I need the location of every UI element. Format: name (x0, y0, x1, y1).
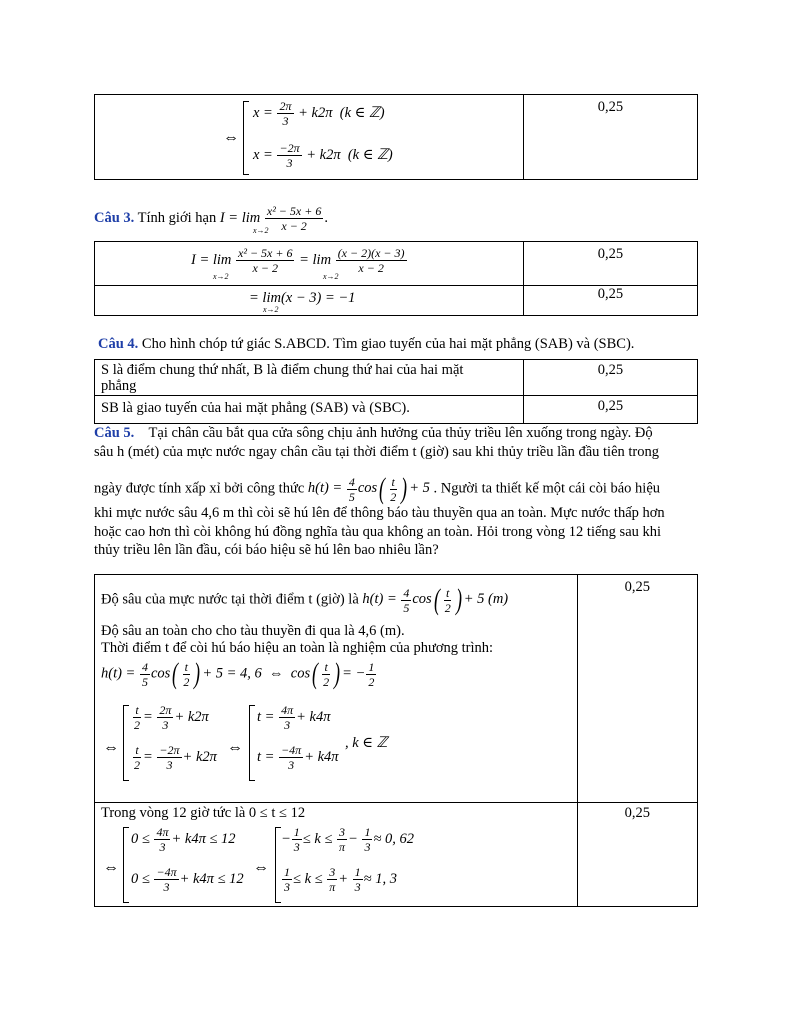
q5-step-3: Thời điểm t để còi hú báo hiệu an toàn là nghiệm của phương trình: (101, 640, 494, 656)
denominator: π (329, 880, 336, 894)
denominator: 3 (293, 840, 300, 854)
system-2-line-1: t = $\frac{4\pi}{3}$ + k4π (257, 703, 331, 732)
q4-step-1: S là điểm chung thứ nhất, B là điểm chung thứ hai của hai mặt (101, 362, 464, 378)
q5-step-6: Trong vòng 12 giờ tức là 0 ≤ t ≤ 12 (101, 805, 306, 821)
score: 0,25 (597, 398, 624, 414)
equivalence-symbol: ⇔ (227, 739, 243, 756)
denominator: 2 (444, 600, 451, 615)
lhs: I = lim (191, 251, 232, 268)
numerator: −2π (159, 743, 180, 757)
question-text: Tính giới hạn (137, 209, 217, 226)
paragraph-line: Tại chân cầu bắt qua cửa sông chịu ảnh hưởng của thủy triều lên xuống trong ngày. Độ (148, 425, 653, 441)
fraction (132, 743, 142, 772)
fraction (157, 743, 181, 772)
denominator: x − 2 (281, 219, 307, 233)
system-4-line-1: − $\frac{1}{3}$ ≤ k ≤ $\frac{3}{\pi}$ − $\frac{1}{3}$ ≈ 0, 62 (281, 825, 415, 854)
paren-left: ( (172, 657, 179, 690)
question-label: Câu 3. (94, 209, 135, 226)
fraction (292, 825, 302, 854)
equivalence-symbol: ⇔ (103, 859, 119, 876)
limit-subscript: x→2 (253, 226, 269, 235)
denominator: π (339, 840, 346, 854)
fraction (157, 703, 173, 732)
fraction (353, 865, 363, 894)
q3-row-1 (95, 242, 524, 286)
system-bracket (243, 101, 249, 175)
denominator: 3 (166, 758, 173, 772)
numerator: (x − 2)(x − 3) (337, 246, 405, 260)
denominator: 3 (282, 114, 289, 128)
denominator: 3 (354, 880, 361, 894)
integer-condition: , k ∈ ℤ (345, 735, 388, 751)
numerator: 4 (403, 585, 410, 600)
question-3-table (94, 241, 698, 316)
q5-step-4: h(t) = $\frac{4}{5}$ cos( $\frac{t}{2}$ ) + 5 = 4, 6 ⇔ cos( $\frac{t}{2}$ ) = − $\frac{1}{2}$ (101, 657, 375, 690)
score-cell (523, 242, 697, 286)
numerator: 1 (354, 865, 361, 879)
fraction (321, 660, 331, 689)
numerator: 4π (156, 825, 169, 839)
system-4-line-2: $\frac{1}{3}$ ≤ k ≤ $\frac{3}{\pi}$ + $\frac{1}{3}$ ≈ 1, 3 (284, 865, 398, 894)
paragraph-line: . Người ta thiết kế một cái còi báo hiệu (433, 480, 661, 497)
term: + k2π (306, 146, 341, 163)
paren-right: ) (455, 583, 462, 616)
solution-line-2 (253, 141, 393, 170)
fraction (181, 660, 191, 689)
denominator: 3 (364, 840, 371, 854)
denominator: 2 (323, 674, 330, 689)
fraction (443, 586, 453, 615)
denominator: 3 (286, 156, 293, 170)
numerator: 1 (293, 825, 300, 839)
fraction (388, 475, 398, 504)
numerator: x² − 5x + 6 (238, 246, 293, 260)
numerator: x² − 5x + 6 (266, 204, 322, 218)
numerator: 4 (141, 659, 148, 674)
denominator: 2 (368, 674, 375, 689)
period: . (324, 209, 328, 226)
question-text: Cho hình chóp tứ giác S.ABCD. Tìm giao tuyến của hai mặt phẳng (SAB) và (SBC). (141, 336, 635, 352)
question-5-line-5: hoặc cao hơn thì còi không hú đồng nghĩa tàu qua không an toàn. Hỏi trong vòng 12 tiếng sau khi (94, 524, 662, 540)
formula-lhs: I = lim (219, 209, 261, 226)
score: 0,25 (624, 805, 650, 821)
q5-step-1 (101, 585, 508, 615)
numerator: 2π (279, 99, 292, 113)
question-5-line-4: khi mực nước sâu 4,6 m thì còi sẽ hú lên để thông báo tàu thuyền qua an toàn. Mực nước thấp hơn (94, 505, 665, 521)
denominator: 3 (284, 880, 290, 894)
fraction (401, 586, 411, 615)
numerator: 4π (281, 703, 294, 717)
score: 0,25 (597, 246, 624, 262)
denominator: 3 (288, 758, 295, 772)
fraction (154, 825, 170, 854)
question-5-line-6: thủy triều lên lần đầu, cói báo hiệu sẽ hú lên bao nhiêu lần? (94, 542, 439, 558)
question-5-table (94, 574, 698, 907)
numerator: 1 (368, 659, 375, 674)
q4-row-2 (95, 396, 524, 424)
denominator: 5 (141, 674, 148, 689)
q4-row-1 (95, 360, 524, 396)
question-5-line-2: sâu h (mét) của mực nước ngay chân cầu tại thời điểm t (giờ) sau khi thủy triều lần đầu tiên trong (94, 444, 659, 460)
score: 0,25 (597, 286, 624, 302)
equivalence-symbol: ⇔ (223, 129, 239, 146)
fraction (140, 660, 150, 689)
top-solution-table (94, 94, 698, 180)
equivalence-symbol: ⇔ (253, 859, 269, 876)
text: Độ sâu của mực nước tại thời điểm t (giờ) là (101, 591, 359, 608)
numerator: t (446, 585, 450, 600)
paren-right: ) (334, 657, 341, 690)
condition: (k ∈ ℤ) (347, 146, 393, 163)
paren-left: ( (312, 657, 319, 690)
system-bracket (123, 705, 129, 781)
score-cell (577, 803, 697, 907)
denominator: 2 (183, 674, 190, 689)
condition: (k ∈ ℤ) (339, 104, 385, 121)
question-3 (94, 204, 328, 233)
system-bracket (249, 705, 255, 781)
denominator: 2 (134, 758, 140, 772)
denominator: 5 (403, 600, 410, 615)
denominator: 3 (159, 840, 166, 854)
q5-row-2 (95, 803, 578, 907)
fraction-1 (236, 246, 294, 275)
score-cell (577, 575, 697, 803)
fraction (337, 825, 347, 854)
numerator: 3 (339, 825, 346, 839)
fraction (362, 825, 372, 854)
numerator: 2π (159, 703, 172, 717)
numerator: t (135, 703, 139, 717)
limit-subscript-1: x→2 (213, 272, 229, 281)
paren-left: ( (433, 583, 440, 616)
fraction (277, 141, 301, 170)
fraction (279, 703, 295, 732)
score: 0,25 (597, 362, 624, 378)
score-cell (523, 286, 697, 316)
system-bracket (123, 827, 129, 903)
score: 0,25 (597, 99, 624, 115)
term: + k2π (298, 104, 333, 121)
score-cell (523, 95, 697, 180)
numerator: t (391, 474, 395, 489)
tide-formula: h(t) = $\frac{4}{5}$ cos( $\frac{t}{2}$ ) + 5 (307, 472, 430, 505)
fraction (327, 865, 337, 894)
q3-expression-2: = lim(x − 3) = −1 (249, 290, 356, 306)
question-5-line-3 (94, 474, 660, 504)
numerator: 4 (348, 474, 355, 489)
system-2-line-2: t = $\frac{-4\pi}{3}$ + k4π (257, 743, 339, 772)
q3-row-2 (95, 286, 524, 316)
numerator: 1 (364, 825, 371, 839)
numerator: t (324, 659, 328, 674)
system-3-line-1: 0 ≤ $\frac{4\pi}{3}$ + k4π ≤ 12 (131, 825, 236, 854)
lhs: x = (253, 146, 273, 163)
denominator: x − 2 (252, 261, 278, 275)
denominator: 2 (390, 489, 397, 504)
q3-expression-1 (191, 246, 408, 275)
system-3-line-2: 0 ≤ $\frac{-4\pi}{3}$ + k4π ≤ 12 (131, 865, 244, 894)
question-4-table (94, 359, 698, 424)
denominator: 2 (134, 718, 140, 732)
numerator: 1 (284, 865, 290, 879)
paren-right: ) (401, 472, 408, 505)
denominator: 5 (348, 489, 355, 504)
denominator: 3 (163, 880, 170, 894)
numerator: 3 (329, 865, 336, 879)
numerator: −4π (156, 865, 177, 879)
limit-fraction (265, 204, 323, 233)
equivalence-symbol: ⇔ (103, 739, 119, 756)
denominator: 3 (284, 718, 291, 732)
fraction (132, 703, 142, 732)
paragraph-line: ngày được tính xấp xỉ bởi công thức (94, 480, 305, 497)
fraction (282, 865, 292, 894)
fraction (279, 743, 303, 772)
paren-left: ( (379, 472, 386, 505)
q5-row-1 (95, 575, 578, 803)
fraction (347, 475, 357, 504)
numerator: t (184, 659, 188, 674)
numerator: t (135, 743, 139, 757)
limit-subscript-2: x→2 (323, 272, 339, 281)
q4-step-2: SB là giao tuyến của hai mặt phẳng (SAB) và (SBC). (101, 400, 410, 416)
formula: h(t) = $\frac{4}{5}$ cos( $\frac{t}{2}$ ) + 5 (m) (362, 583, 509, 616)
question-5-line-1 (94, 425, 653, 442)
numerator: −4π (281, 743, 302, 757)
question-4 (98, 336, 634, 353)
question-label: Câu 5. (94, 425, 135, 441)
paren-right: ) (194, 657, 201, 690)
fraction (154, 865, 178, 894)
equals-lim: = lim (299, 251, 332, 268)
question-label: Câu 4. (98, 336, 139, 352)
fraction (366, 660, 376, 689)
denominator: 3 (162, 718, 169, 732)
solution-line-1 (253, 99, 385, 128)
fraction-2 (336, 246, 407, 275)
system-1-line-1: $\frac{t}{2}$ = $\frac{2\pi}{3}$ + k2π (134, 703, 209, 732)
score-cell (523, 360, 697, 396)
score-cell (523, 396, 697, 424)
numerator: −2π (279, 141, 300, 155)
fraction (277, 99, 293, 128)
q4-step-1-cont: phẳng (101, 378, 137, 394)
system-1-line-2: $\frac{t}{2}$ = $\frac{-2\pi}{3}$ + k2π (134, 743, 217, 772)
q5-step-2: Độ sâu an toàn cho cho tàu thuyền đi qua là 4,6 (m). (101, 623, 405, 639)
score: 0,25 (624, 579, 650, 595)
lhs: x = (253, 104, 273, 121)
limit-subscript-3: x→2 (263, 305, 279, 314)
denominator: x − 2 (358, 261, 384, 275)
top-solution-cell (95, 95, 524, 180)
